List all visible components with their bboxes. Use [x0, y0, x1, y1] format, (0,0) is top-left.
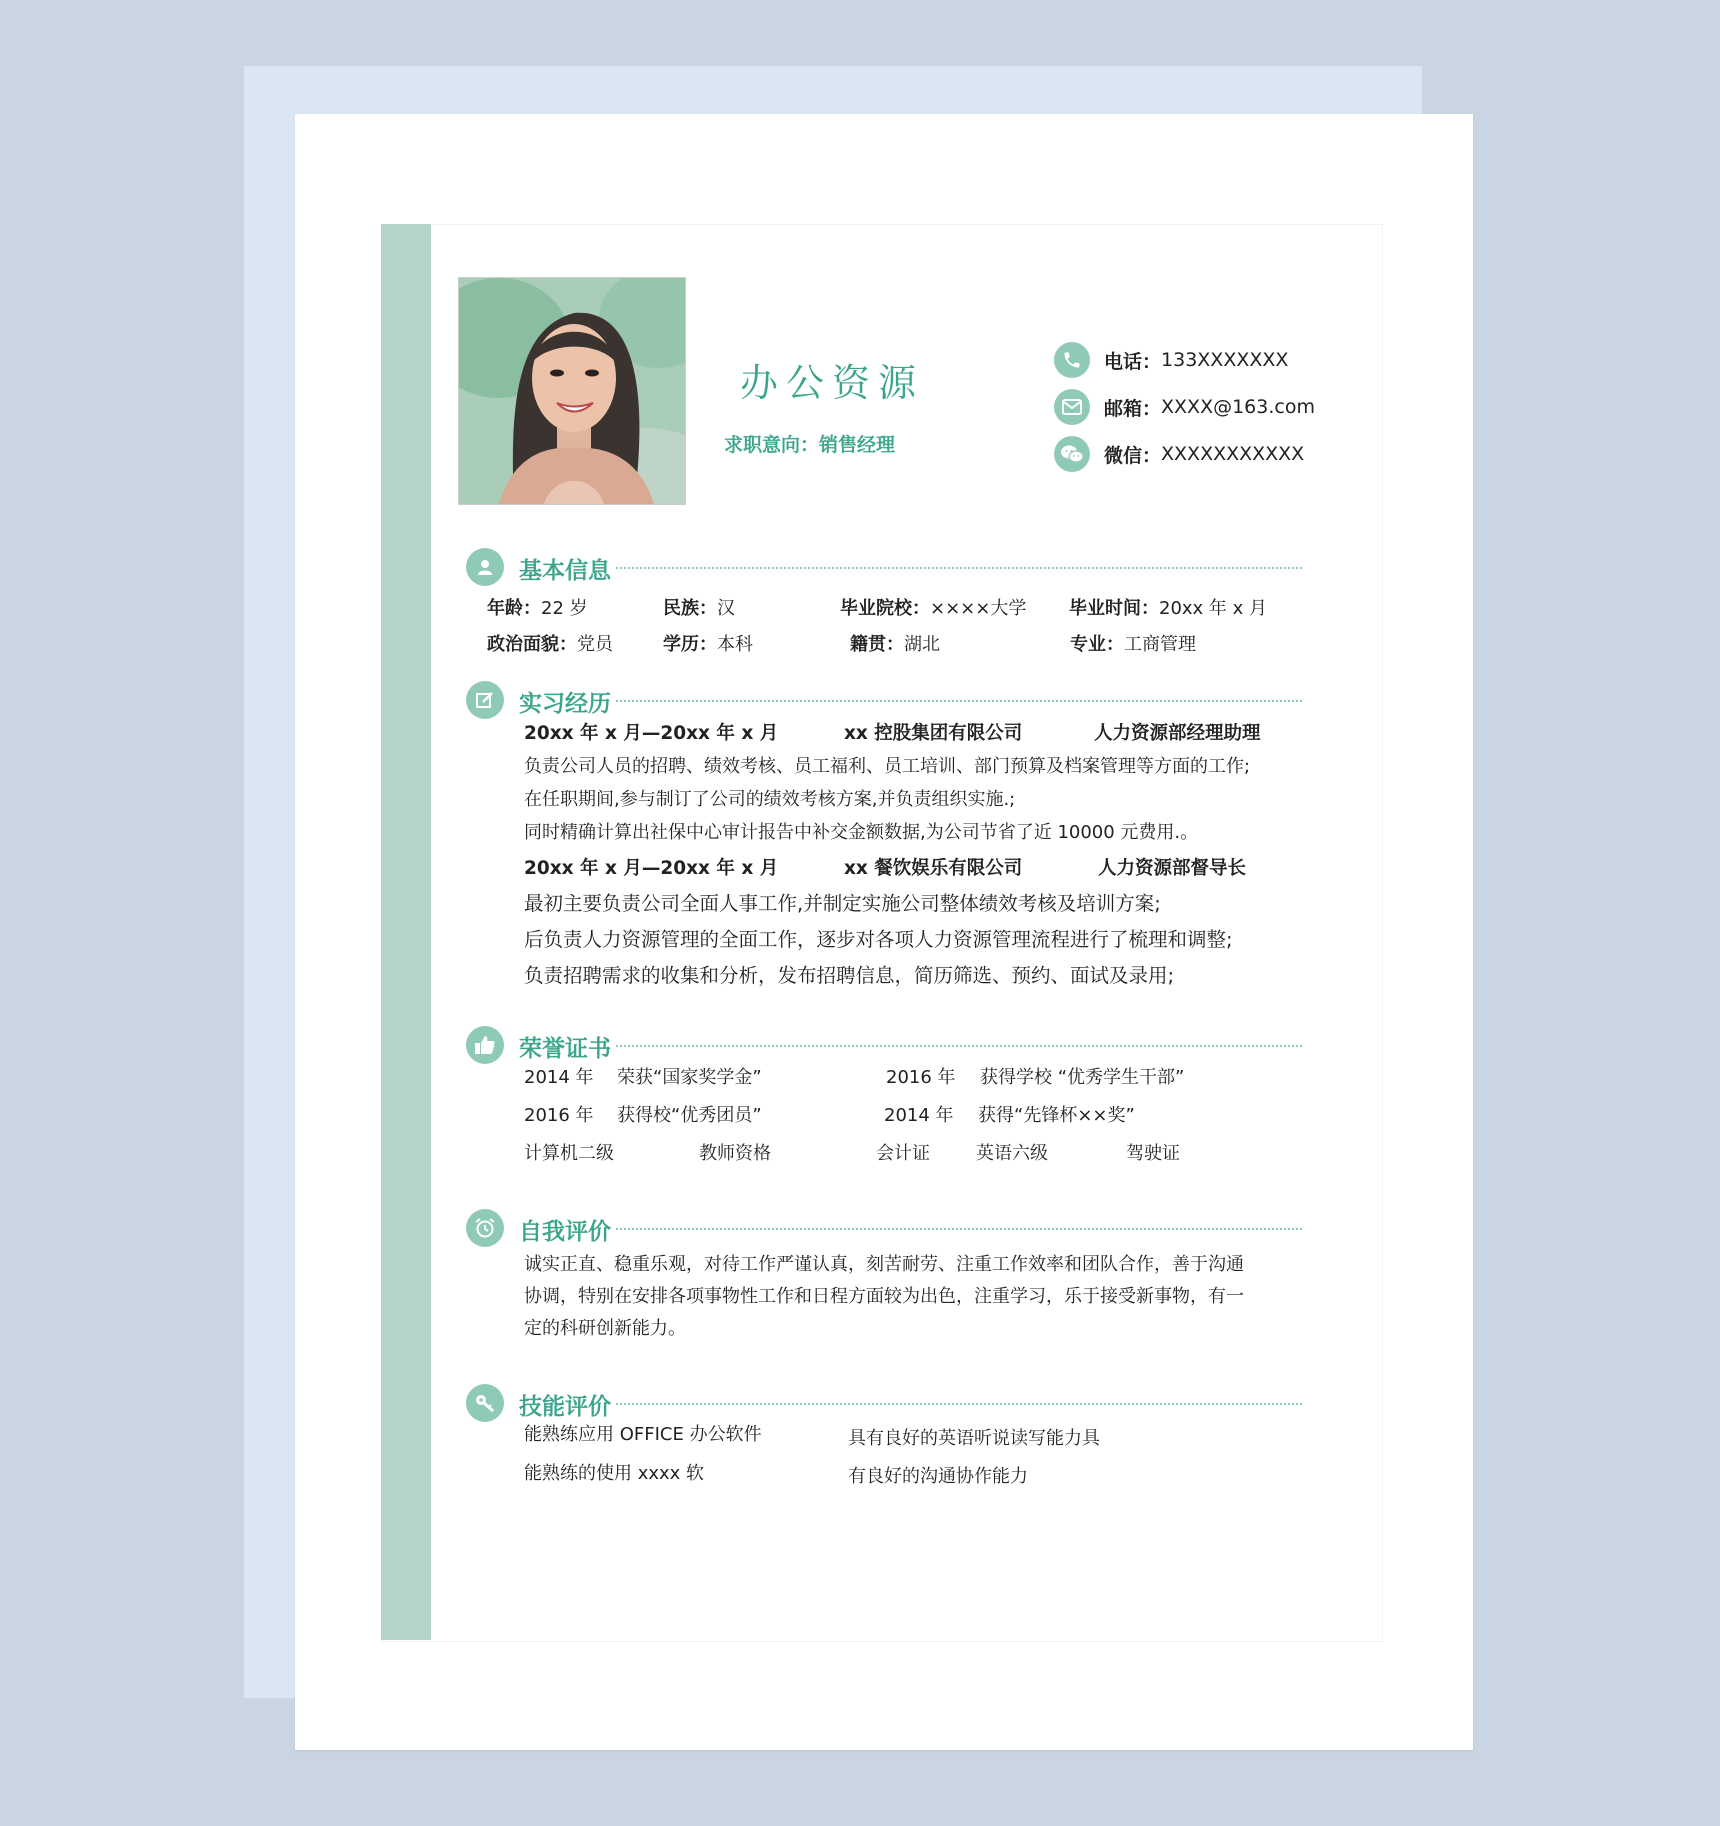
field-ethnicity: 民族：汉 [663, 598, 735, 619]
contact-wechat-value: XXXXXXXXXXX [1161, 443, 1305, 465]
award-text: 获得“先锋杯××奖” [978, 1105, 1135, 1126]
field-hometown: 籍贯：湖北 [850, 634, 940, 655]
dotted-divider [616, 1228, 1302, 1230]
award-text: 荣获“国家奖学金” [617, 1067, 762, 1088]
skill-item: 有良好的沟通协作能力 [848, 1466, 1028, 1487]
mail-icon [1054, 389, 1090, 425]
contact-wechat-label: 微信： [1104, 444, 1162, 467]
certificate: 计算机二级 [524, 1143, 614, 1164]
self-eval-line: 定的科研创新能力。 [524, 1318, 686, 1339]
certificate: 英语六级 [976, 1143, 1048, 1164]
certificate: 教师资格 [699, 1143, 771, 1164]
dotted-divider [616, 700, 1302, 702]
field-age: 年龄：22 岁 [487, 598, 588, 619]
job-duty-line: 同时精确计算出社保中心审计报告中补交金额数据,为公司节省了近 10000 元费用.。 [524, 822, 1199, 843]
dotted-divider [616, 567, 1302, 569]
skill-item: 能熟练的使用 xxxx 软 [524, 1463, 705, 1484]
job-intent-label: 求职意向： [724, 434, 820, 456]
field-graduation: 毕业时间：20xx 年 x 月 [1069, 598, 1268, 619]
award-year: 2016 年 [886, 1067, 956, 1088]
section-basic-info [466, 548, 1302, 588]
certificate: 会计证 [876, 1143, 930, 1164]
section-title: 自我评价 [519, 1213, 613, 1246]
job-role: 人力资源部督导长 [1098, 858, 1247, 879]
dotted-divider [616, 1403, 1302, 1405]
contact-email [1054, 389, 1315, 425]
job-company: xx 餐饮娱乐有限公司 [844, 858, 1023, 879]
phone-icon [1054, 342, 1090, 378]
self-eval-line: 诚实正直、稳重乐观，对待工作严谨认真，刻苦耐劳、注重工作效率和团队合作，善于沟通 [524, 1254, 1244, 1275]
job-duty-line: 后负责人力资源管理的全面工作，逐步对各项人力资源管理流程进行了梳理和调整; [524, 928, 1233, 951]
contact-email-value: XXXX@163.com [1161, 396, 1315, 418]
candidate-name: 办公资源 [740, 361, 925, 405]
contact-phone-value: 133XXXXXXX [1161, 349, 1289, 371]
key-icon [466, 1384, 504, 1422]
skill-item: 能熟练应用 OFFICE 办公软件 [524, 1424, 762, 1445]
edit-icon [466, 681, 504, 719]
job-intent [724, 430, 895, 457]
side-bar [381, 224, 431, 1640]
job-period: 20xx 年 x 月—20xx 年 x 月 [524, 723, 779, 744]
award-year: 2016 年 [524, 1105, 594, 1126]
section-honors [466, 1026, 1302, 1066]
contact-wechat [1054, 436, 1304, 472]
award-year: 2014 年 [884, 1105, 954, 1126]
alarm-clock-icon [466, 1209, 504, 1247]
field-education: 学历：本科 [663, 634, 753, 655]
user-icon [466, 548, 504, 586]
field-school: 毕业院校：××××大学 [840, 598, 1027, 619]
section-internship [466, 681, 1302, 721]
field-major: 专业：工商管理 [1070, 634, 1196, 655]
contact-email-label: 邮箱： [1104, 397, 1162, 420]
self-eval-line: 协调，特别在安排各项事物性工作和日程方面较为出色，注重学习，乐于接受新事物，有一 [524, 1286, 1244, 1307]
certificate: 驾驶证 [1126, 1143, 1180, 1164]
section-title: 基本信息 [519, 552, 613, 585]
job-duty-line: 负责招聘需求的收集和分析，发布招聘信息，简历筛选、预约、面试及录用; [524, 964, 1175, 987]
contact-phone [1054, 342, 1288, 378]
wechat-icon [1054, 436, 1090, 472]
section-title: 实习经历 [519, 685, 613, 718]
job-duty-line: 最初主要负责公司全面人事工作,并制定实施公司整体绩效考核及培训方案; [524, 892, 1161, 915]
section-title: 技能评价 [519, 1388, 613, 1421]
award-year: 2014 年 [524, 1067, 594, 1088]
skill-item: 具有良好的英语听说读写能力具 [848, 1428, 1100, 1449]
profile-photo [458, 277, 686, 505]
contact-phone-label: 电话： [1104, 350, 1162, 373]
job-duty-line: 在任职期间,参与制订了公司的绩效考核方案,并负责组织实施.; [524, 789, 1016, 810]
section-skills [466, 1384, 1302, 1424]
section-self-eval [466, 1209, 1302, 1249]
job-role: 人力资源部经理助理 [1094, 723, 1261, 744]
section-title: 荣誉证书 [519, 1030, 613, 1063]
award-text: 获得校“优秀团员” [617, 1105, 762, 1126]
award-text: 获得学校 “优秀学生干部” [980, 1067, 1185, 1088]
dotted-divider [616, 1045, 1302, 1047]
job-company: xx 控股集团有限公司 [844, 723, 1023, 744]
thumbs-up-icon [466, 1026, 504, 1064]
job-duty-line: 负责公司人员的招聘、绩效考核、员工福利、员工培训、部门预算及档案管理等方面的工作; [524, 756, 1251, 777]
job-period: 20xx 年 x 月—20xx 年 x 月 [524, 858, 779, 879]
job-intent-value: 销售经理 [819, 434, 896, 456]
field-political: 政治面貌：党员 [487, 634, 613, 655]
